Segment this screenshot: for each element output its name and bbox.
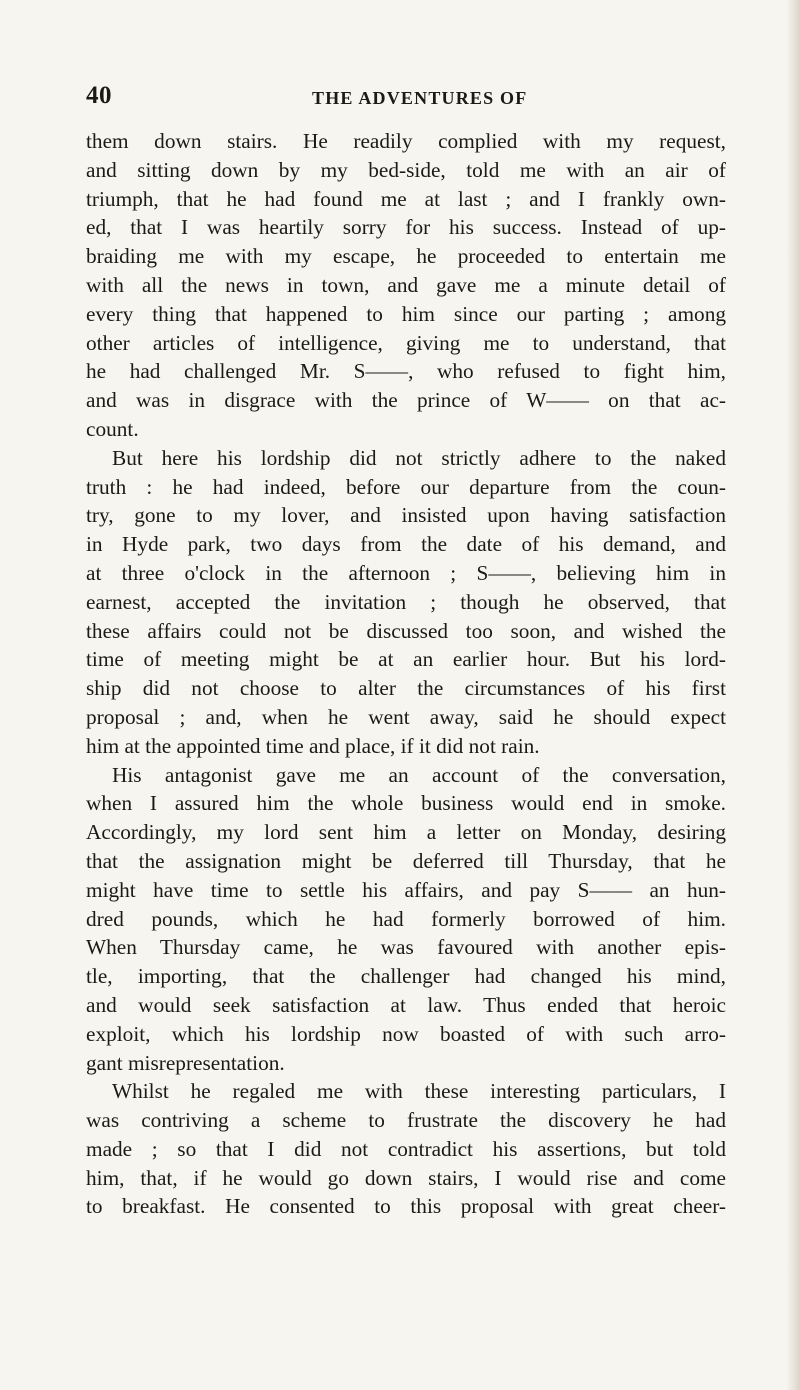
page-edge-shadow: [786, 0, 800, 1390]
text-line: count.: [86, 416, 139, 441]
text-line: time of meeting might be at an earlier hour. But his lord-: [86, 647, 726, 672]
text-line: But here his lordship did not strictly adhere to the naked: [112, 445, 726, 470]
text-line: Accordingly, my lord sent him a letter on Monday, desiring: [86, 820, 726, 845]
text-line: exploit, which his lordship now boasted of with such arro-: [86, 1021, 726, 1046]
text-line: ship did not choose to alter the circumstances of his first: [86, 676, 726, 701]
text-line: gant misrepresentation.: [86, 1050, 285, 1075]
text-line: them down stairs. He readily complied with my request,: [86, 129, 726, 153]
text-line: and was in disgrace with the prince of W—— on that ac-: [86, 388, 726, 413]
text-line: When Thursday came, he was favoured with another epis-: [86, 935, 726, 960]
text-line: he had challenged Mr. S——, who refused to fight him,: [86, 359, 726, 384]
text-line: His antagonist gave me an account of the conversation,: [112, 762, 726, 787]
text-line: dred pounds, which he had formerly borrowed of him.: [86, 906, 726, 931]
body-text: [86, 127, 726, 1221]
text-line: triumph, that he had found me at last ; and I frankly own-: [86, 186, 726, 211]
text-line: to breakfast. He consented to this proposal with great cheer-: [86, 1194, 726, 1219]
page-number: 40: [86, 82, 112, 109]
text-line: made ; so that I did not contradict his assertions, but told: [86, 1136, 726, 1161]
page-header: [86, 82, 726, 112]
text-line: him at the appointed time and place, if it did not rain.: [86, 733, 540, 758]
text-line: earnest, accepted the invitation ; though he observed, that: [86, 589, 726, 614]
text-line: and sitting down by my bed-side, told me with an air of: [86, 157, 726, 182]
text-line: him, that, if he would go down stairs, I would rise and come: [86, 1165, 726, 1190]
text-line: might have time to settle his affairs, and pay S—— an hun-: [86, 877, 726, 902]
text-line: proposal ; and, when he went away, said he should expect: [86, 704, 726, 729]
text-line: with all the news in town, and gave me a minute detail of: [86, 272, 726, 297]
text-line: other articles of intelligence, giving me to understand, that: [86, 330, 726, 355]
text-line: and would seek satisfaction at law. Thus ended that heroic: [86, 992, 726, 1017]
text-line: that the assignation might be deferred till Thursday, that he: [86, 848, 726, 873]
text-line: every thing that happened to him since our parting ; among: [86, 301, 726, 326]
text-line: ed, that I was heartily sorry for his success. Instead of up-: [86, 215, 726, 240]
text-line: braiding me with my escape, he proceeded to entertain me: [86, 244, 726, 269]
text-line: Whilst he regaled me with these interesting particulars, I: [112, 1079, 726, 1104]
text-line: try, gone to my lover, and insisted upon having satisfaction: [86, 503, 726, 528]
text-line: in Hyde park, two days from the date of his demand, and: [86, 532, 726, 557]
text-line: at three o'clock in the afternoon ; S——, believing him in: [86, 560, 726, 585]
running-title: THE ADVENTURES OF: [312, 88, 528, 108]
text-line: tle, importing, that the challenger had changed his mind,: [86, 964, 726, 989]
text-line: truth : he had indeed, before our departure from the coun-: [86, 474, 726, 499]
text-line: was contriving a scheme to frustrate the discovery he had: [86, 1108, 726, 1133]
text-line: these affairs could not be discussed too soon, and wished the: [86, 618, 726, 643]
text-line: when I assured him the whole business would end in smoke.: [86, 791, 726, 816]
